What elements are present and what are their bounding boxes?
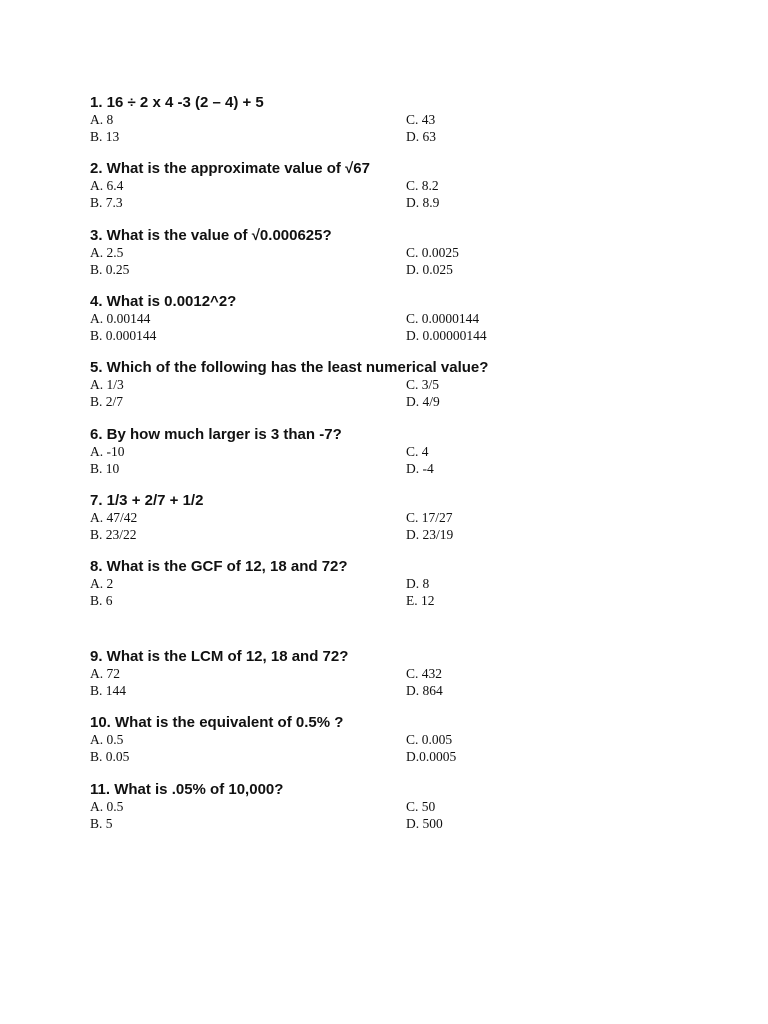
option-row: [90, 245, 710, 262]
option-row: [90, 178, 710, 195]
option-row: [90, 129, 710, 146]
question-8: [90, 558, 710, 609]
option-b: B. 144: [90, 682, 127, 698]
option-b: B. 5: [90, 815, 113, 831]
question-2: [90, 160, 710, 211]
option-b: B. 23/22: [90, 526, 137, 542]
option-d: D. 500: [406, 815, 443, 831]
option-row: [90, 394, 710, 411]
question-1: [90, 94, 710, 145]
option-a: A. 0.00144: [90, 311, 151, 326]
option-a: A. 0.5: [90, 799, 124, 814]
option-c: C. 0.005: [406, 732, 453, 747]
question-title: 6. By how much larger is 3 than -7?: [90, 426, 342, 443]
option-row: [90, 576, 710, 593]
option-c: C. 8.2: [406, 178, 439, 193]
option-row: [90, 262, 710, 279]
option-row: [90, 510, 710, 527]
question-title: 8. What is the GCF of 12, 18 and 72?: [90, 558, 348, 575]
option-d: D. 864: [406, 682, 443, 698]
option-d: D.0.0005: [406, 748, 457, 764]
question-6: [90, 426, 710, 477]
option-row: [90, 593, 710, 610]
option-row: [90, 732, 710, 749]
option-c: C. 0.0000144: [406, 311, 480, 326]
option-b: B. 10: [90, 460, 120, 476]
option-row: [90, 461, 710, 478]
option-row: [90, 749, 710, 766]
option-b: B. 0.000144: [90, 327, 157, 343]
question-5: [90, 359, 710, 410]
question-title: 7. 1/3 + 2/7 + 1/2: [90, 492, 204, 509]
question-10: [90, 714, 710, 765]
question-title: 9. What is the LCM of 12, 18 and 72?: [90, 648, 349, 665]
option-row: [90, 195, 710, 212]
option-row: [90, 666, 710, 683]
option-d: D. 8: [406, 576, 430, 591]
option-b: B. 6: [90, 592, 113, 608]
option-row: [90, 816, 710, 833]
option-d: D. -4: [406, 460, 434, 476]
option-row: [90, 527, 710, 544]
option-row: [90, 683, 710, 700]
option-c: C. 3/5: [406, 377, 440, 392]
option-b: B. 0.25: [90, 261, 130, 277]
option-d: D. 63: [406, 128, 436, 144]
option-b: B. 0.05: [90, 748, 130, 764]
option-row: [90, 112, 710, 129]
option-b: B. 7.3: [90, 194, 123, 210]
option-row: [90, 311, 710, 328]
option-c: C. 50: [406, 799, 436, 814]
option-d: D. 0.00000144: [406, 327, 487, 343]
question-title: 4. What is 0.0012^2?: [90, 293, 237, 310]
option-b: B. 2/7: [90, 393, 124, 409]
question-3: [90, 227, 710, 278]
option-a: A. 47/42: [90, 510, 138, 525]
option-e: E. 12: [406, 592, 435, 608]
question-4: [90, 293, 710, 344]
option-row: [90, 444, 710, 461]
option-a: A. 6.4: [90, 178, 124, 193]
option-d: D. 8.9: [406, 194, 440, 210]
option-row: [90, 377, 710, 394]
question-7: [90, 492, 710, 543]
question-11: [90, 781, 710, 832]
question-9: [90, 648, 710, 699]
option-d: D. 0.025: [406, 261, 453, 277]
option-c: C. 43: [406, 112, 436, 127]
option-row: [90, 799, 710, 816]
option-a: A. 8: [90, 112, 114, 127]
option-a: A. 2: [90, 576, 114, 591]
question-title: 5. Which of the following has the least numerical value?: [90, 359, 489, 376]
option-a: A. 2.5: [90, 245, 124, 260]
option-a: A. 0.5: [90, 732, 124, 747]
option-a: A. -10: [90, 444, 125, 459]
question-title: 1. 16 ÷ 2 x 4 -3 (2 – 4) + 5: [90, 94, 264, 111]
question-title: 10. What is the equivalent of 0.5% ?: [90, 714, 344, 731]
option-c: C. 432: [406, 666, 443, 681]
question-title: 3. What is the value of √0.000625?: [90, 227, 332, 244]
option-d: D. 4/9: [406, 393, 440, 409]
question-title: 11. What is .05% of 10,000?: [90, 781, 284, 798]
option-b: B. 13: [90, 128, 120, 144]
option-a: A. 72: [90, 666, 120, 681]
question-title: 2. What is the approximate value of √67: [90, 160, 370, 177]
option-c: C. 17/27: [406, 510, 453, 525]
option-c: C. 0.0025: [406, 245, 459, 260]
option-row: [90, 328, 710, 345]
option-a: A. 1/3: [90, 377, 124, 392]
option-c: C. 4: [406, 444, 429, 459]
option-d: D. 23/19: [406, 526, 454, 542]
